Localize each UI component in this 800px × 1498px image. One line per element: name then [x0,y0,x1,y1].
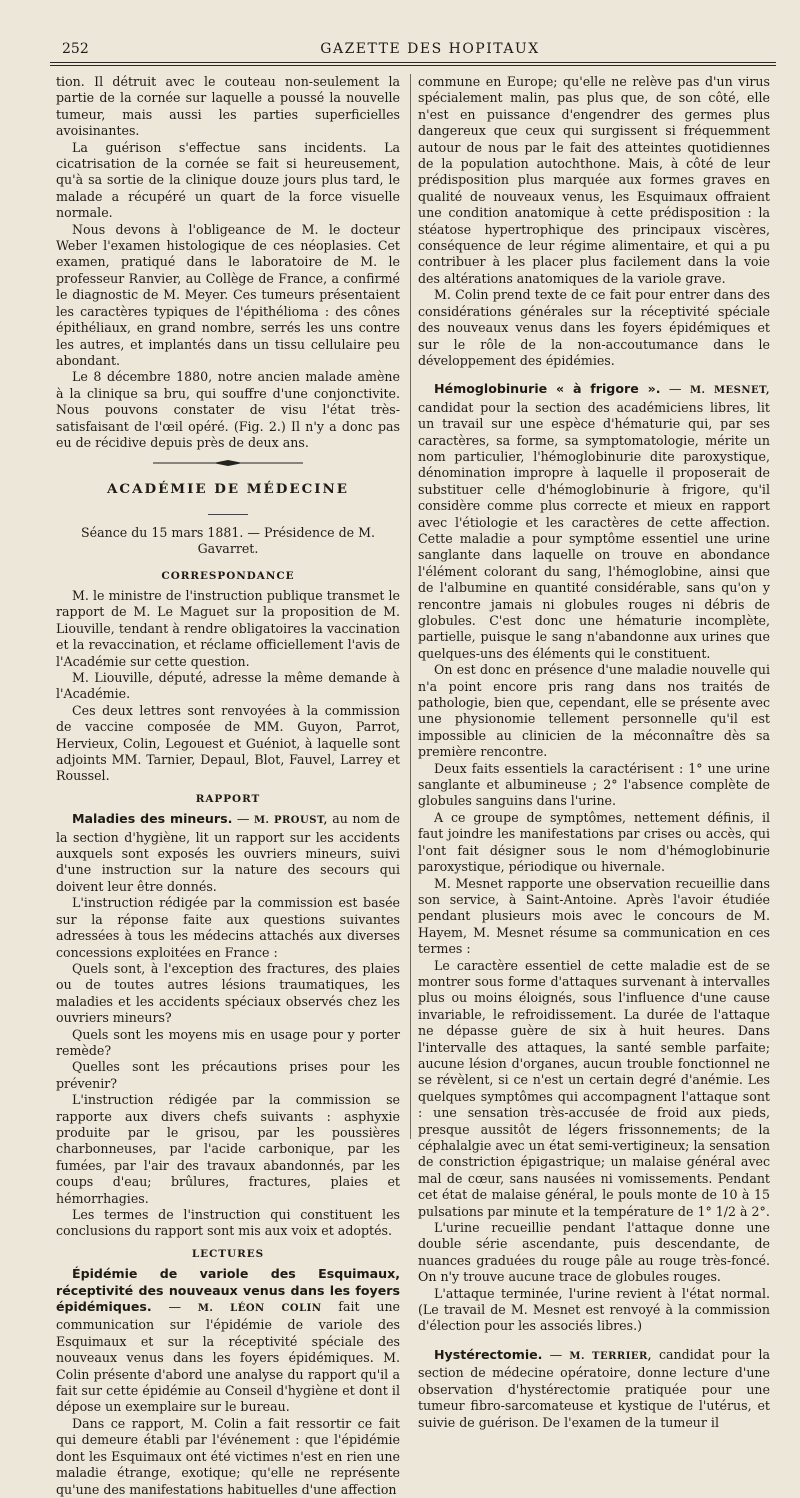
paragraph: Quels sont les moyens mis en usage pour y porter remède? [56,1026,400,1058]
paragraph: Quelles sont les précautions prises pour les prévenir? [56,1059,400,1091]
left-column [56,74,400,1498]
hemoglobinurie-title: Hémoglobinurie « à frigore ». [434,381,661,397]
session-line: Séance du 15 mars 1881. — Présidence de M. Gavarret. [81,524,375,557]
paragraph: La guérison s'effectue sans incidents. La cicatrisation de la cornée se fait si heureusement, qu'à sa sortie de la clinique douze jours plus tard, le malade a récupéré un quart de la force visuelle normale. [56,139,400,221]
paragraph: Les termes de l'instruction qui constituent les conclusions du rapport sont mis aux voix et adoptés. [56,1207,400,1239]
section-title: ACADÉMIE DE MÉDECINE [107,481,349,498]
report-text: au nom de la section d'hygiène, lit un rapport sur les accidents auxquels sont exposés les ouvriers mineurs, suivi d'une instruction sur la nature des secours qui doivent leur être donnés. [56,811,400,894]
paragraph: M. Liouville, député, adresse la même demande à l'Académie. [56,670,400,702]
report-title: Maladies des mineurs. [72,811,233,827]
header-rule [50,62,776,66]
paragraph: A ce groupe de symptômes, nettement définis, il faut joindre les manifestations par crises ou accès, qui l'ont fait désigner sous le nom d'hémoglobinurie paroxystique, périodique ou hivernale. [418,809,770,875]
running-title: GAZETTE DES HOPITAUX [320,41,540,57]
subheading-rapport: RAPPORT [195,792,261,805]
lecture-title: Épidémie de variole des Esquimaux, réceptivité des nouveaux venus dans les foyers épidémiques. [56,1266,400,1315]
hemoglobinurie-text: candidat pour la section des académiciens libres, lit un travail sur une espèce d'hématurie qui, par ses caractères, sa forme, sa symptomatologie, mérite un nom particulier, l'hémoglobinurie dite paroxystique, dénomination impropre à laquelle il proposerait de substituer celle d'hémoglobinurie à frigore, qu'il considère comme plus correcte et mieux en rapport avec l'étiologie et les caractères de cette affection. Cette maladie a pour symptôme essentiel une urine sanglante dans laquelle on trouve en abondance l'élément colorant du sang, l'hémoglobine, ainsi que de l'albumine en quantité considérable, sans qu'on y rencontre jamais ni globules rouges ni débris de globules. C'est donc une hématurie incomplète, partielle, puisque le sang n'abandonne aux urines que quelques-uns des éléments qui le constituent. [418,399,770,661]
paragraph: On est donc en présence d'une maladie nouvelle qui n'a point encore pris rang dans nos traités de pathologie, bien que, cependant, elle se présente avec une physionomie tellement personnelle qu'il est impossible au clinicien de la méconnaître dès sa première rencontre. [418,662,770,760]
hemoglobinurie-author: M. MESNET, [689,385,770,397]
report-paragraph: Maladies des mineurs. — M. PROUST, au nom de la section d'hygiène, lit un rapport sur les accidents auxquels sont exposés les ouvriers mineurs, suivi d'une instruction sur la nature des secours qui doivent leur être donnés. [56,811,400,894]
lecture-author: M. LÉON COLIN [197,1303,322,1315]
hysterectomie-paragraph: Hystérectomie. — M. TERRIER, candidat pour la section de médecine opératoire, donne lecture d'une observation d'hystérectomie pratiquée pour une tumeur fibro-sarcomateuse et kystique de l'utérus, et suivie de guérison. De l'examen de la tumeur il [418,1346,771,1430]
paragraph: Le caractère essentiel de cette maladie est de se montrer sous forme d'attaques survenant à intervalles plus ou moins éloignés, sous l'influence d'une cause invariable, le refroidissement. La durée de l'attaque ne dépasse guère de six à huit heures. Dans l'intervalle des attaques, la santé semble parfaite; aucune lésion d'organes, aucun trouble fonctionnel ne se révèlent, si ce n'est un certain degré d'anémie. Les quelques symptômes qui accompagnent l'attaque sont : une sensation très-accusée de froid aux pieds, presque aussitôt de légers frissonnements; de la céphalalgie avec un état semi-vertigineux; la sensation de constriction épigastrique; un malaise général avec mal de cœur, sans nausées ni vomissements. Pendant cet état de malaise général, le pouls monte de 10 à 15 pulsations par minute et la température de 1° 1/2 à 2°. [418,957,770,1219]
lecture-text: fait une communication sur l'épidémie de variole des Esquimaux et sur la réceptivité spéciale des nouveaux venus dans les foyers épidémiques. M. Colin présente d'abord une analyse du rapport qu'il a fait sur cette épidémie au Conseil d'hygiène et dont il dépose un exemplaire sur le bureau. [56,1299,401,1415]
paragraph: Ces deux lettres sont renvoyées à la commission de vaccine composée de MM. Guyon, Parrot, Hervieux, Colin, Legouest et Guéniot, à laquelle sont adjoints MM. Tarnier, Depaul, Blot, Fauvel, Larrey et Roussel. [56,702,400,784]
hysterectomie-title: Hystérectomie. [434,1346,543,1362]
paragraph: Deux faits essentiels la caractérisent : 1° une urine sanglante et albumineuse ; 2° l'absence complète de globules sanguins dans l'urine. [418,760,770,809]
paragraph: L'urine recueillie pendant l'attaque donne une double série ascendante, puis descendante, de nuances graduées du rouge pâle au rouge très-foncé. On n'y trouve aucune trace de globules rouges. [418,1220,770,1285]
paragraph: L'attaque terminée, l'urine revient à l'état normal. (Le travail de M. Mesnet est renvoyé à la commission d'élection pour les associés libres.) [418,1285,770,1334]
subheading-correspondance: CORRESPONDANCE [161,569,295,582]
paragraph: Quels sont, à l'exception des fractures, des plaies ou de toutes autres lésions traumatiques, les maladies et les accidents spéciaux observés chez les ouvriers mineurs? [56,960,400,1026]
paragraph: L'instruction rédigée par la commission se rapporte aux divers chefs suivants : asphyxie produite par le grisou, par les poussières charbonneuses, par l'acide carbonique, par les fumées, par l'air des travaux abandonnés, par les coups d'eau; brûlures, fractures, plaies et hémorrhagies. [56,1092,400,1206]
paragraph: M. le ministre de l'instruction publique transmet le rapport de M. Le Maguet sur la proposition de M. Liouville, tendant à rendre obligatoires la vaccination et la revaccination, et réclame officiellement l'avis de l'Académie sur cette question. [56,587,400,669]
subheading-lectures: LECTURES [191,1247,265,1260]
lecture-paragraph: Épidémie de variole des Esquimaux, réceptivité des nouveaux venus dans les foyers épidémiques. — M. LÉON COLIN fait une communication sur l'épidémie de variole des Esquimaux et sur la réceptivité spéciale des nouveaux venus dans les foyers épidémiques. M. Colin présente d'abord une analyse du rapport qu'il a fait sur cette épidémie au Conseil d'hygiène et dont il dépose un exemplaire sur le bureau. [56,1266,401,1415]
report-author: M. PROUST, [253,815,328,827]
paragraph: tion. Il détruit avec le couteau non-seulement la partie de la cornée sur laquelle a poussé la nouvelle tumeur, mais aussi les parties superficielles avoisinantes. [56,74,400,139]
paragraph: commune en Europe; qu'elle ne relève pas d'un virus spécialement malin, pas plus que, de son côté, elle n'est en puissance d'engendrer des germes plus dangereux que ceux qui surgissent si fréquemment autour de nous par le fait des atteintes quotidiennes de la population autochthone. Mais, à côté de leur prédisposition plus marquée aux formes graves en qualité de nouveaux venus, les Esquimaux offraient une condition anatomique à cette prédisposition : la stéatose hypertrophique des principaux viscères, conséquence de leur régime alimentaire, et qui a pu contribuer à les placer plus facilement dans la voie des altérations anatomiques de la variole grave. [418,74,770,286]
page-number: 252 [62,41,89,57]
paragraph: M. Colin prend texte de ce fait pour entrer dans des considérations générales sur la réceptivité spéciale des nouveaux venus dans les foyers épidémiques et sur le rôle de la non-accoutumance dans le développement des épidémies. [418,287,770,368]
short-rule [208,514,248,515]
paragraph: Le 8 décembre 1880, notre ancien malade amène à la clinique sa bru, qui souffre d'une conjonctivite. Nous pouvons constater de visu l'état très-satisfaisant de l'œil opéré. (Fig. 2.) Il n'y a donc pas eu de récidive depuis près de deux ans. [56,369,400,450]
paragraph: L'instruction rédigée par la commission est basée sur la réponse faite aux questions suivantes adressées à tous les médecins attachés aux diverses concessions exploitées en France : [56,895,400,960]
paragraph: M. Mesnet rapporte une observation recueillie dans son service, à Saint-Antoine. Après l'avoir étudiée pendant plusieurs mois avec le concours de M. Hayem, M. Mesnet résume sa communication en ces termes : [418,875,770,957]
column-divider [410,74,411,1139]
paragraph: Dans ce rapport, M. Colin a fait ressortir ce fait qui demeure établi par l'événement : que l'épidémie dont les Esquimaux ont été victimes n'est en rien une maladie étrange, exotique; qu'elle ne représente qu'une des manifestations habituelles d'une affection [56,1415,400,1497]
paragraph: Nous devons à l'obligeance de M. le docteur Weber l'examen histologique de ces néoplasies. Cet examen, pratiqué dans le laboratoire de M. le professeur Ranvier, au Collège de France, a confirmé le diagnostic de M. Meyer. Ces tumeurs présentaient les caractères typiques de l'épithélioma : des cônes épithéliaux, en grand nombre, serrés les uns contre les autres, et implantés dans un tissu cellulaire peu abondant. [56,221,400,368]
ornament-rule [153,459,303,467]
hysterectomie-text: candidat pour la section de médecine opératoire, donne lecture d'une observation d'hystérectomie pratiquée pour une tumeur fibro-sarcomateuse et kystique de l'utérus, et suivie de guérison. De l'examen de la tumeur il [418,1346,771,1430]
hemoglobinurie-paragraph: Hémoglobinurie « à frigore ». — M. MESNET, candidat pour la section des académiciens libres, lit un travail sur une espèce d'hématurie qui, par ses caractères, sa forme, sa symptomatologie, mérite un nom particulier, l'hémoglobinurie dite paroxystique, dénomination impropre à laquelle il proposerait de substituer celle d'hémoglobinurie à frigore, qu'il considère comme plus correcte et mieux en rapport avec l'étiologie et les caractères de cette affection. Cette maladie a pour symptôme essentiel une urine sanglante dans laquelle on trouve en abondance l'élément colorant du sang, l'hémoglobine, ainsi que de l'albumine en quantité considérable, sans qu'on y rencontre jamais ni globules rouges ni débris de globules. C'est donc une hématurie incomplète, partielle, puisque le sang n'abandonne aux urines que quelques-uns des éléments qui le constituent. [418,381,770,661]
hysterectomie-author: M. TERRIER, [569,1350,652,1362]
right-column [418,74,770,1431]
